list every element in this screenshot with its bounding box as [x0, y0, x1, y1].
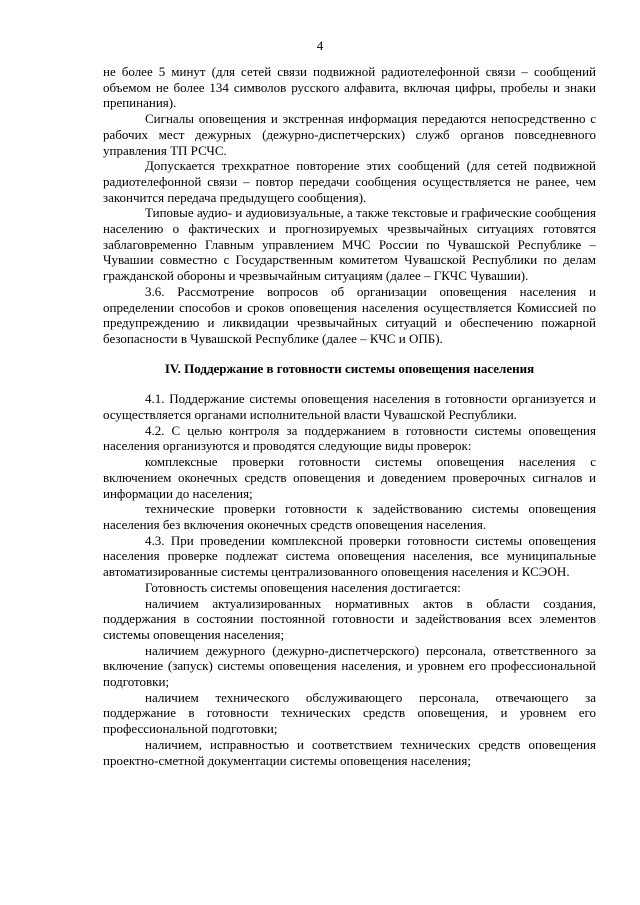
paragraph: наличием актуализированных нормативных актов в области создания, поддержания в состоянии постоянной готовности и задействования всех элементов системы оповещения населения; — [103, 595, 596, 642]
paragraph: 4.1. Поддержание системы оповещения населения в готовности организуется и осуществляется органами исполнительной власти Чувашской Республики. — [103, 391, 596, 423]
paragraph: не более 5 минут (для сетей связи подвижной радиотелефонной связи – сообщений объемом не более 134 символов русского алфавита, включая цифры, пробелы и знаки препинания). — [103, 64, 596, 111]
paragraph: 4.2. С целью контроля за поддержанием в готовности системы оповещения населения организуются и проводятся следующие виды проверок: — [103, 422, 596, 454]
paragraph: технические проверки готовности к задействованию системы оповещения населения без включения оконечных средств оповещения населения. — [103, 501, 596, 532]
paragraph: Типовые аудио- и аудиовизуальные, а также текстовые и графические сообщения населению о фактических и прогнозируемых чрезвычайных ситуациях готовятся заблаговременно Главным управлением МЧС России по Чувашской Республике – Чувашии совместно с Государственным комитетом Чувашской Республики по делам гражданской обороны и чрезвычайным ситуациям (далее – ГКЧС Чувашии). — [103, 205, 596, 284]
paragraph: Допускается трехкратное повторение этих сообщений (для сетей подвижной радиотелефонной связи – повтор передачи сообщения осуществляется не ранее, чем закончится передача предыдущего сообщения). — [103, 158, 596, 205]
page-number: 4 — [316, 38, 324, 53]
section-heading: IV. Поддержание в готовности системы оповещения населения — [164, 360, 535, 376]
paragraph: наличием дежурного (дежурно-диспетчерского) персонала, ответственного за включение (запуск) системы оповещения населения, и уровнем его профессиональной подготовки; — [103, 642, 596, 690]
paragraph: комплексные проверки готовности системы оповещения населения с включением оконечных средств оповещения и доведением проверочных сигналов и информации до населения; — [103, 454, 596, 501]
paragraph: наличием, исправностью и соответствием технических средств оповещения проектно-сметной документации системы оповещения населения; — [103, 736, 596, 768]
paragraph: 3.6. Рассмотрение вопросов об организации оповещения населения и определении способов и сроков оповещения населения осуществляется Комиссией по предупреждению и ликвидации чрезвычайных ситуаций и обеспечению пожарной безопасности в Чувашской Республике (далее – КЧС и ОПБ). — [103, 283, 596, 346]
paragraph: 4.3. При проведении комплексной проверки готовности системы оповещения населения проверке подлежат система оповещения населения, все муниципальные автоматизированные системы централизованного оповещения населения и КСЭОН. — [103, 532, 596, 580]
paragraph: наличием технического обслуживающего персонала, отвечающего за поддержание в готовности технических средств оповещения, и уровнем его профессиональной подготовки; — [103, 689, 596, 737]
paragraphs-after-heading — [103, 391, 596, 768]
paragraph: Сигналы оповещения и экстренная информация передаются непосредственно с рабочих мест дежурных (дежурно-диспетчерских) служб органов повседневного управления ТП РСЧС. — [103, 111, 596, 158]
paragraphs-before-heading — [103, 64, 596, 347]
page-body — [103, 64, 596, 768]
paragraph: Готовность системы оповещения населения достигается: — [145, 579, 461, 595]
